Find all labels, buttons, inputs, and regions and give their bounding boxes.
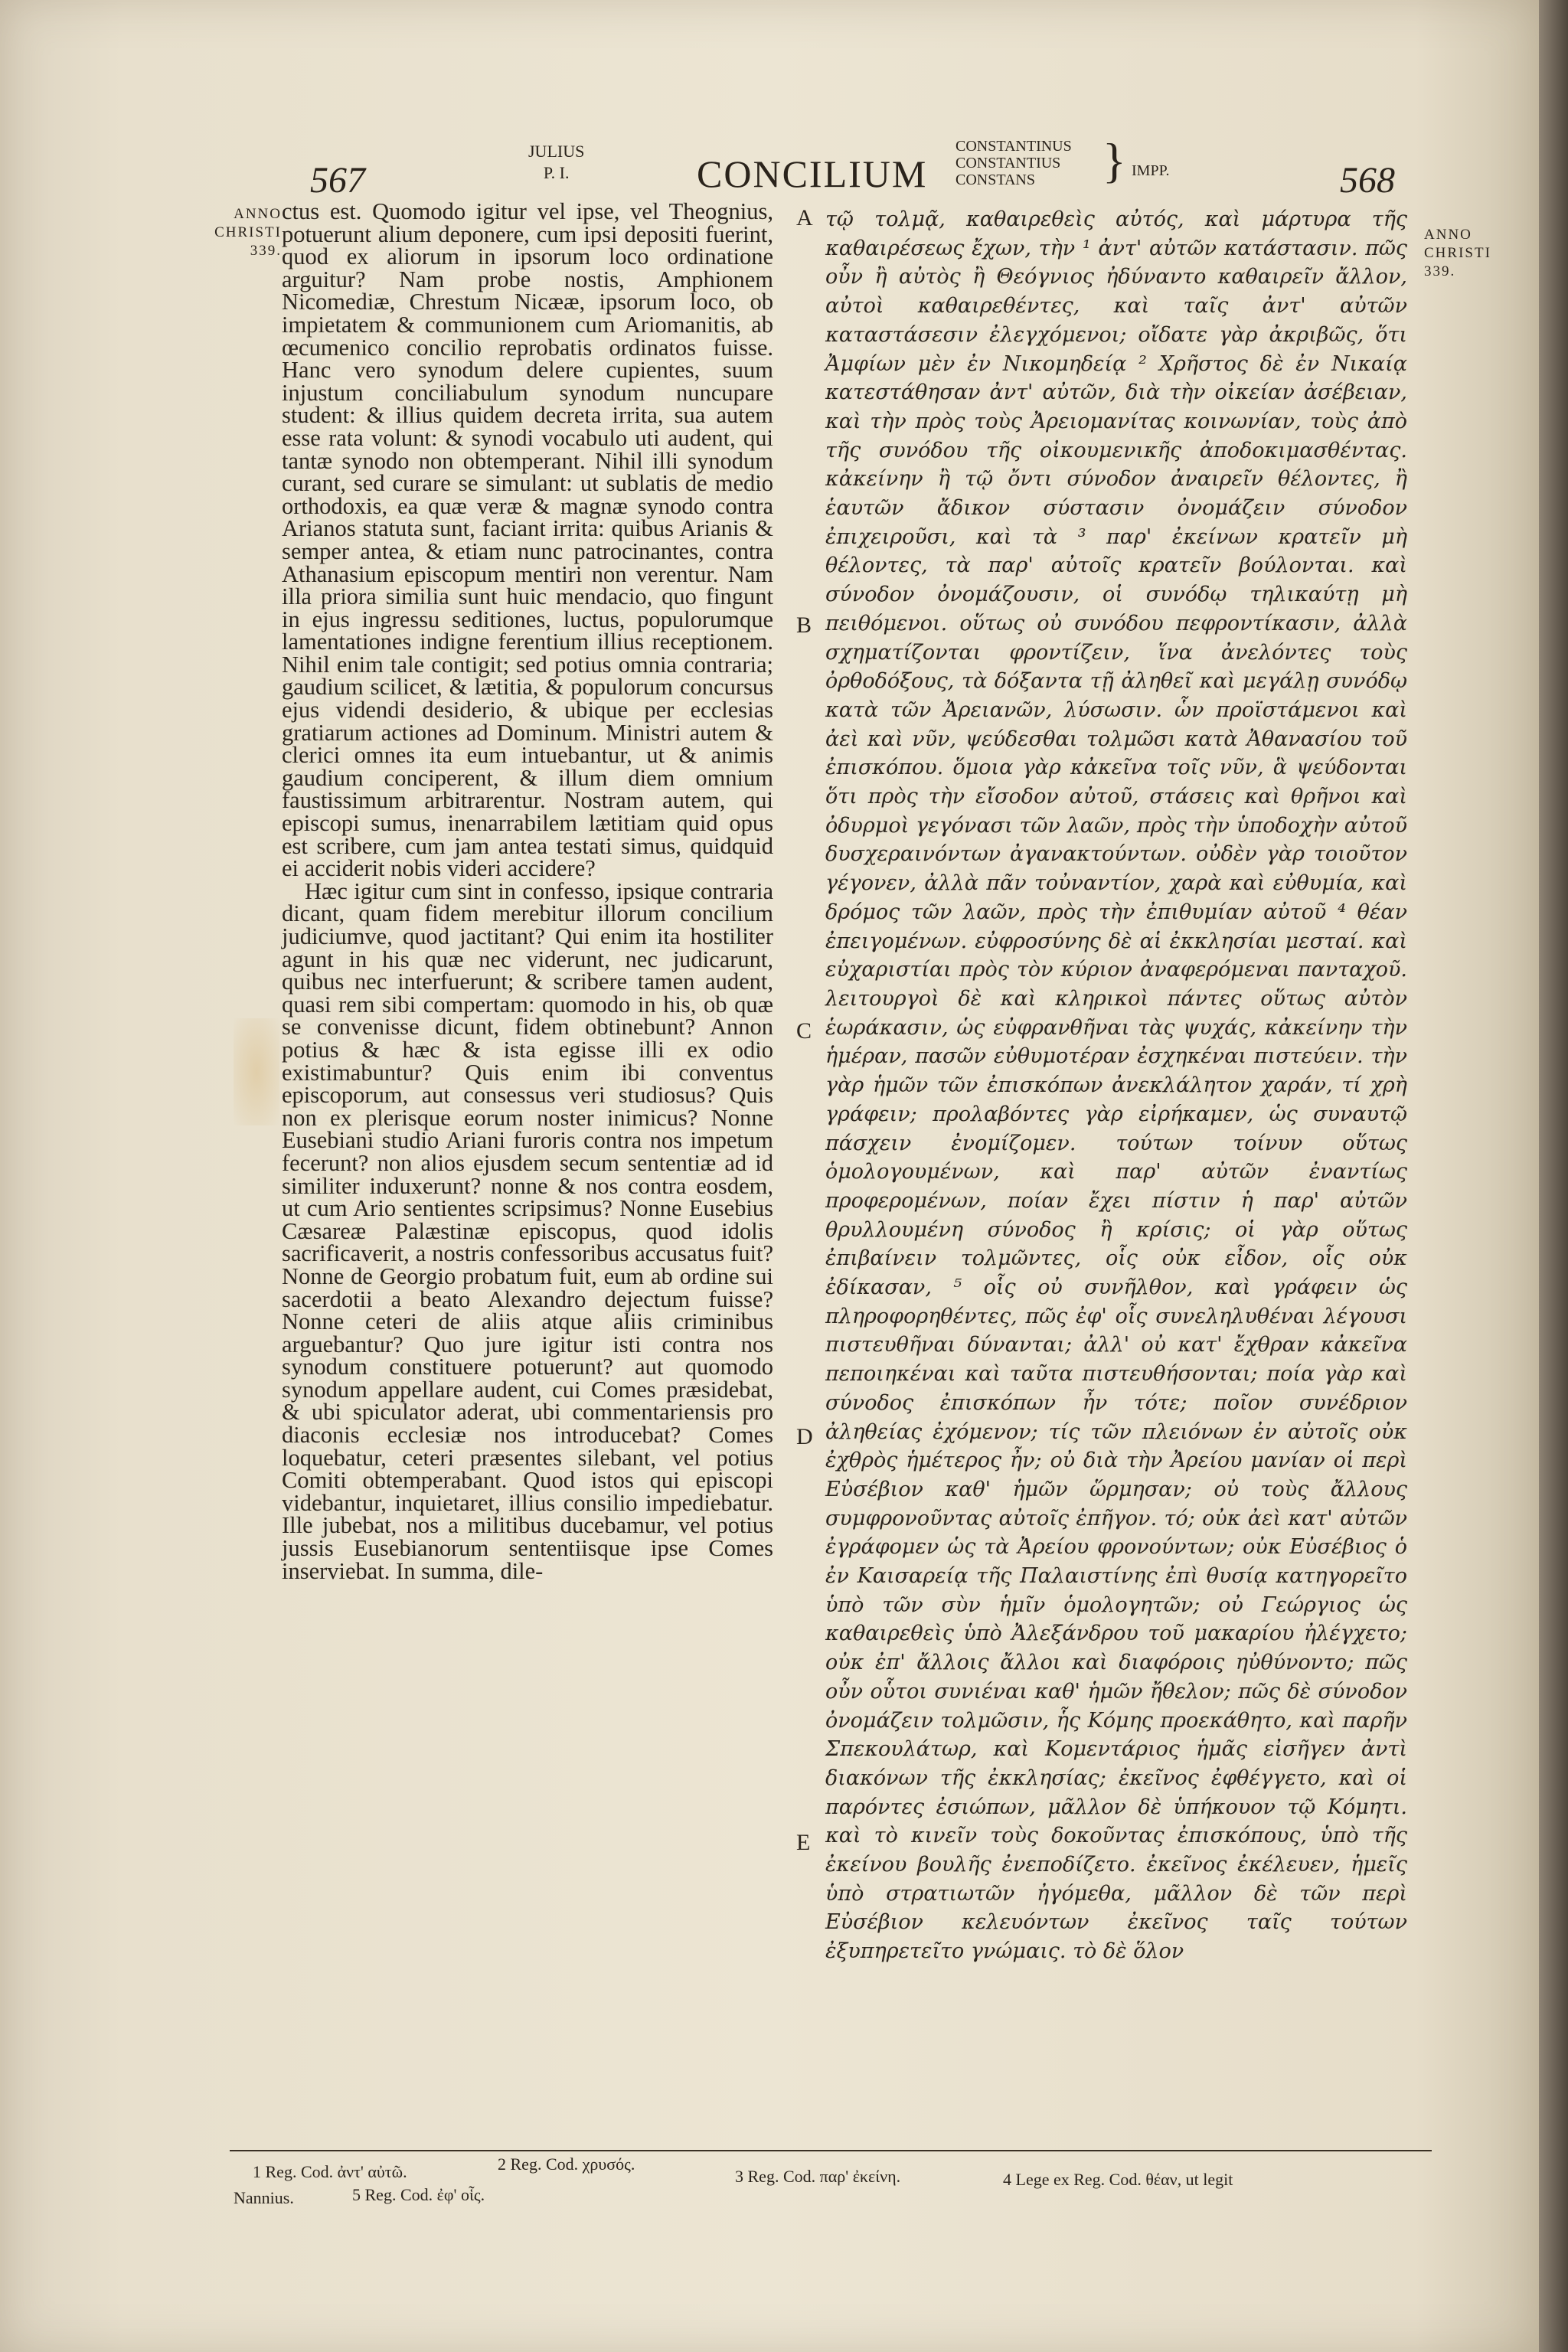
page-number-right: 568 — [1340, 160, 1395, 201]
footnote: 3 Reg. Cod. παρ' ἐκείνη. — [735, 2167, 901, 2186]
paper-stain — [234, 1018, 279, 1125]
running-header — [0, 115, 1539, 207]
latin-paragraph: Hæc igitur cum sint in confesso, ipsique contraria dicant, quam fidem merebitur illorum concilium judiciumve, quod jactitant? Qui enim ita hostiliter agunt in his quæ nec viderunt, nec judicarunt, quibus nec interfuerunt; & scribere tamen audent, quasi rem sibi compertam: quomodo in his, ob quæ se convenisse dicunt, fidem obtinebunt? Annon potius & hæc & ista egisse illi ex odio existimabuntur? Quis enim ibi conventus episcoporum, aut consessus veri studiosus? Quis non ex plerisque eorum noster inimicus? Nonne Eusebiani studio Ariani furoris contra nos impetum fecerunt? non alios ejusdem secum sententiæ ad id similiter induxerunt? nonne & nos contra eosdem, ut cum Ario sentientes scripsimus? Nonne Eusebius Cæsareæ Palæstinæ episcopus, quod idolis sacrificaverit, a nostris confessoribus accusatus fuit? Nonne de Georgio probatum fuit, eum ab ordine sui sacerdotii a beato Alexandro dejectum fuisse? Nonne ceteri de aliis atque aliis criminibus arguebantur? Quo jure igitur isti contra nos synodum constituere potuerunt? aut quomodo synodum appellare audent, cui Comes præsidebat, & ubi spiculator aderat, ubi commentariensis pro diaconis ecclesiæ nos introducebat? Comes loquebatur, ceteri præsentes silebant, vel potius Comiti obtemperabant. Quod istos qui episcopi videbantur, inquietaret, illius consilio impediebatur. Ille jubebat, nos a militibus ducebamur, vel potius jussis Eusebianorum sententiisque ipse Comes inserviebat. In summa, dile- — [282, 877, 773, 1584]
section-letter-b: B — [796, 612, 812, 638]
footnote-rule — [230, 2150, 1432, 2151]
margin-line: 339. — [250, 243, 282, 259]
emperor-name: CONSTANTIUS — [956, 155, 1061, 172]
margin-line: ANNO — [234, 206, 282, 222]
margin-year-left — [182, 205, 282, 260]
footnote: 2 Reg. Cod. χρυσός. — [498, 2154, 635, 2174]
pope-ordinal: P. I. — [543, 163, 570, 182]
page-title: CONCILIUM — [697, 152, 928, 195]
footnote: Nannius. — [234, 2188, 294, 2207]
footnote: 1 Reg. Cod. ἀντ' αὐτῶ. — [253, 2162, 407, 2181]
greek-column: τῷ τολμᾷ, καθαιρεθεὶς αὐτός, καὶ μάρτυρα τῆς καθαιρέσεως ἔχων, τὴν ¹ ἀντ' αὐτῶν κατάστασιν. πῶς οὖν ἢ αὐτὸς ἢ Θεόγνιος ἠδύναντο καθαιρεῖν ἄλλον, αὐτοὶ καθαιρεθέντες, καὶ ταῖς ἀντ' αὐτῶν καταστάσεσιν ἐλεγχόμενοι; οἴδατε γὰρ ἀκριβῶς, ὅτι Ἀμφίων μὲν ἐν Νικομηδείᾳ ² Χρῆστος δὲ ἐν Νικαίᾳ κατεστάθησαν ἀντ' αὐτῶν, διὰ τὴν οἰκείαν ἀσέβειαν, καὶ τὴν πρὸς τοὺς Ἀρειομανίτας κοινωνίαν, τοὺς ἀπὸ τῆς συνόδου τῆς οἰκουμενικῆς ἀποδοκιμασθέντας. κἀκείνην ἢ τῷ ὄντι σύνοδον ἀναιρεῖν θέλοντες, ἢ ἑαυτῶν ἄδικον σύστασιν ὀνομάζειν σύνοδον ἐπιχειροῦσι, καὶ τὰ ³ παρ' ἐκείνων κρατεῖν μὴ θέλοντες, τὰ παρ' αὐτοῖς κρατεῖν βούλονται. καὶ σύνοδον ὀνομάζουσιν, οἱ συνόδῳ τηλικαύτῃ μὴ πειθόμενοι. οὕτως οὐ συνόδου πεφροντίκασιν, ἀλλὰ σχηματίζονται φροντίζειν, ἵνα ἀνελόντες τοὺς ὀρθοδόξους, τὰ δόξαντα τῇ ἀληθεῖ καὶ μεγάλῃ συνόδῳ κατὰ τῶν Ἀρειανῶν, λύσωσιν. ὧν προϊστάμενοι καὶ ἀεὶ καὶ νῦν, ψεύδεσθαι τολμῶσι κατὰ Ἀθανασίου τοῦ ἐπισκόπου. ὅμοια γὰρ κἀκεῖνα τοῖς νῦν, ἃ ψεύδονται ὅτι πρὸς τὴν εἴσοδον αὐτοῦ, στάσεις καὶ θρῆνοι καὶ ὀδυρμοὶ γεγόνασι τῶν λαῶν, πρὸς τὴν ὑποδοχὴν αὐτοῦ δυσχεραινόντων ἀγανακτούντων. οὐδὲν γὰρ τοιοῦτον γέγονεν, ἀλλὰ πᾶν τοὐναντίον, χαρὰ καὶ εὐθυμία, καὶ δρόμος τῶν λαῶν, πρὸς τὴν ἐπιθυμίαν αὐτοῦ ⁴ θέαν ἐπειγομένων. εὐφροσύνης δὲ αἱ ἐκκλησίαι μεσταί. καὶ εὐχαριστίαι πρὸς τὸν κύριον ἀναφερόμεναι πανταχοῦ. λειτουργοὶ δὲ καὶ κληρικοὶ πάντες οὕτως αὐτὸν ἑωράκασιν, ὡς εὐφρανθῆναι τὰς ψυχάς, κἀκείνην τὴν ἡμέραν, πασῶν εὐθυμοτέραν ἐσχηκέναι πιστεύειν. τὴν γὰρ ἡμῶν τῶν ἐπισκόπων ἀνεκλάλητον χαράν, τί χρὴ γράφειν; προλαβόντες γὰρ εἰρήκαμεν, ὡς συναυτῷ πάσχειν ἐνομίζομεν. τούτων τοίνυν οὕτως ὁμολογουμένων, καὶ παρ' αὐτῶν ἐναντίως προφερομένων, ποίαν ἔχει πίστιν ἡ παρ' αὐτῶν θρυλλουμένη σύνοδος ἢ κρίσις; οἱ γὰρ οὕτως ἐπιβαίνειν τολμῶντες, οἷς οὐκ εἶδον, οἷς οὐκ ἐδίκασαν, ⁵ οἷς οὐ συνῆλθον, καὶ γράφειν ὡς πληροφορηθέντες, πῶς ἐφ' οἷς συνεληλυθέναι λέγουσι πιστευθῆναι δύνανται; ἀλλ' οὐ κατ' ἔχθραν κἀκεῖνα πεποιηκέναι καὶ ταῦτα πιστευθήσονται; ποία γὰρ καὶ σύνοδος ἐπισκόπων ἦν τότε; ποῖον συνέδριον ἀληθείας ἐχόμενον; τίς τῶν πλειόνων ἐν αὐτοῖς οὐκ ἐχθρὸς ἡμέτερος ἦν; οὐ διὰ τὴν Ἀρείου μανίαν οἱ περὶ Εὐσέβιον καθ' ἡμῶν ὥρμησαν; οὐ τοὺς ἄλλους συμφρονοῦντας αὐτοῖς ἐπῆγον. τό; οὐκ ἀεὶ κατ' αὐτῶν ἐγράφομεν ὡς τὰ Ἀρείου φρονούντων; οὐκ Εὐσέβιος ὁ ἐν Καισαρείᾳ τῆς Παλαιστίνης ἐπὶ θυσίᾳ κατηγορεῖτο ὑπὸ τῶν σὺν ἡμῖν ὁμολογητῶν; οὐ Γεώργιος ὡς καθαιρεθεὶς ὑπὸ Ἀλεξάνδρου τοῦ μακαρίου ἠλέγχετο; οὐκ ἐπ' ἄλλοις ἄλλοι καὶ διαφόροις ηὐθύνοντο; πῶς οὖν οὗτοι συνιέναι καθ' ἡμῶν ἤθελον; πῶς δὲ σύνοδον ὀνομάζειν τολμῶσιν, ἧς Κόμης προεκάθητο, καὶ παρῆν Σπεκουλάτωρ, καὶ Κομεντάριος ἡμᾶς εἰσῆγεν ἀντὶ διακόνων τῆς ἐκκλησίας; ἐκεῖνος ἐφθέγγετο, καὶ οἱ παρόντες ἐσιώπων, μᾶλλον δὲ ὑπήκουον τῷ Κόμητι. καὶ τὸ κινεῖν τοὺς δοκοῦντας ἐπισκόπους, ὑπὸ τῆς ἐκείνου βουλῆς ἐνεποδίζετο. ἐκεῖνος ἐκέλευεν, ἡμεῖς ὑπὸ στρατιωτῶν ἠγόμεθα, μᾶλλον δὲ τῶν περὶ Εὐσέβιον κελευόντων ἐκεῖνος ταῖς τούτων ἐξυπηρετεῖτο γνώμαις. τὸ δὲ ὅλον — [825, 207, 1407, 1964]
section-letter-d: D — [796, 1424, 813, 1449]
pope-name: JULIUS — [528, 142, 585, 161]
emperor-name: CONSTANTINUS — [956, 138, 1072, 155]
page-edge — [1539, 0, 1568, 2352]
margin-line: CHRISTI — [1424, 245, 1491, 261]
footnote: 4 Lege ex Reg. Cod. θέαν, ut legit — [1003, 2170, 1233, 2189]
section-letter-e: E — [796, 1830, 811, 1855]
emperors-list — [956, 138, 1072, 188]
latin-paragraph: ctus est. Quomodo igitur vel ipse, vel Theognius, potuerunt alium deponere, cum ipsi depositi fuerint, quod ex aliorum in ipsorum loco ordinatione arguitur? Nam probe nostis, Amphionem Nicomediæ, Chrestum Nicææ, ipsorum loco, ob impietatem & communionem cum Ariomanitis, ab œcumenico concilio reprobatis ordinatos fuisse. Hanc vero synodum delere cupientes, suum injustum conciliabulum synodum nuncupare student: & illius quidem decreta irrita, sua autem esse rata volunt: & synodi vocabulo uti audent, qui tantæ synodo non obtemperant. Nihil illi synodum curant, sed curare se simulant: ut sublatis de medio orthodoxis, ea quæ veræ & magnæ synodo contra Arianos statuta sunt, faciant irrita: quibus Arianis & semper antea, & etiam nunc patrocinantes, contra Athanasium episcopum mentiri non verentur. Nam illa priora similia sunt huic mendacio, quo fingunt in ejus ingressu seditiones, luctus, populorumque lamentationes indigne ferentium illius receptionem. Nihil enim tale contigit; sed potius omnia contraria; gaudium scilicet, & lætitia, & populorum concursus ejus videndi desiderio, & ubique per ecclesias gratiarum actiones ad Dominum. Ministri autem & clerici omnes ita eum intuebantur, ut & animis gaudium conciperent, & illum diem omnium faustissimum arbitrarentur. Nostram autem, qui episcopi sumus, inenarrabilem lætitiam quid opus est scribere, cum jam antea testati simus, quidquid ei acciderit nobis videri accidere? — [282, 198, 773, 882]
latin-column — [282, 198, 773, 1584]
margin-line: ANNO — [1424, 227, 1472, 243]
emperor-name: CONSTANS — [956, 172, 1035, 188]
margin-year-right — [1424, 226, 1516, 281]
section-letter-c: C — [796, 1018, 812, 1044]
margin-line: 339. — [1424, 263, 1456, 279]
brace-glyph: } — [1102, 133, 1126, 188]
section-letter-a: A — [796, 205, 813, 230]
footnote: 5 Reg. Cod. ἐφ' οἷς. — [352, 2185, 485, 2204]
imperatores-label: IMPP. — [1132, 162, 1170, 179]
pope-heading — [528, 141, 584, 184]
page-number-left: 567 — [310, 160, 365, 201]
margin-line: CHRISTI — [214, 224, 282, 240]
